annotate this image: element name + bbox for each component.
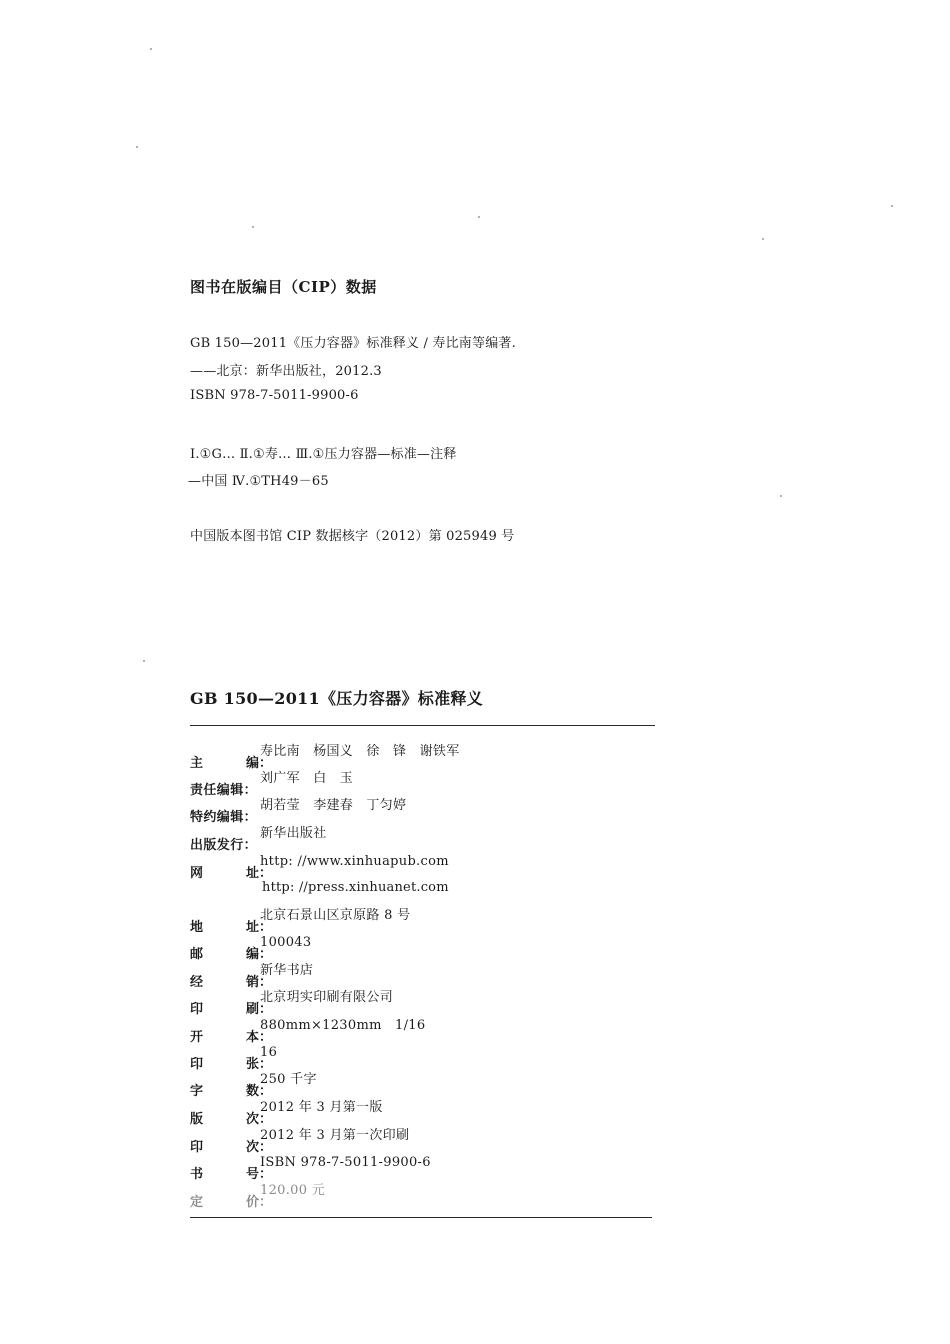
- cip-classification-line-2: —中国 Ⅳ.①TH49－65: [188, 474, 329, 489]
- cip-record-number: 中国版本图书馆 CIP 数据核字（2012）第 025949 号: [190, 529, 515, 544]
- printer-value: 北京玥实印刷有限公司: [260, 990, 394, 1005]
- row-word-count: 字 数： 250 千字: [190, 1072, 317, 1099]
- row-website: 网 址： http: //www.xinhuapub.com: [190, 854, 449, 881]
- row-price: 定 价： 120.00 元: [190, 1183, 326, 1210]
- distributor-value: 新华书店: [260, 963, 314, 978]
- website-value-2: http: //press.xinhuanet.com: [262, 880, 449, 895]
- isbn-value: ISBN 978-7-5011-9900-6: [260, 1155, 431, 1170]
- cip-classification-line: Ⅰ.①G… Ⅱ.①寿… Ⅲ.①压力容器—标准—注释: [190, 447, 457, 462]
- price-value: 120.00 元: [260, 1183, 326, 1198]
- postcode-value: 100043: [260, 935, 312, 950]
- row-address: 地 址： 北京石景山区京原路 8 号: [190, 908, 411, 935]
- publisher-value: 新华出版社: [260, 826, 327, 841]
- scan-speck: [136, 146, 138, 148]
- cip-title-line: GB 150—2011《压力容器》标准释义 / 寿比南等编著.: [190, 336, 516, 351]
- special-editors-value: 胡若莹 李建春 丁匀婷: [260, 798, 407, 813]
- row-publisher: 出版发行： 新华出版社: [190, 826, 327, 853]
- cip-heading: 图书在版编目（CIP）数据: [190, 278, 377, 296]
- row-printing: 印 次： 2012 年 3 月第一次印刷: [190, 1128, 410, 1155]
- row-isbn: 书 号： ISBN 978-7-5011-9900-6: [190, 1155, 431, 1182]
- website-value: http: //www.xinhuapub.com: [260, 854, 449, 869]
- row-printer: 印 刷： 北京玥实印刷有限公司: [190, 990, 394, 1017]
- scan-speck: [150, 48, 152, 50]
- row-postcode: 邮 编： 100043: [190, 935, 312, 962]
- row-distributor: 经 销： 新华书店: [190, 963, 314, 990]
- scan-speck: [891, 205, 893, 207]
- scan-speck: [780, 495, 782, 497]
- scan-speck: [143, 660, 145, 662]
- scan-speck: [762, 238, 764, 240]
- row-format: 开 本： 880mm×1230mm 1/16: [190, 1018, 426, 1045]
- cip-isbn-line: ISBN 978-7-5011-9900-6: [190, 388, 359, 403]
- responsible-editor-value: 刘广军 白 玉: [260, 771, 354, 786]
- book-title: GB 150—2011《压力容器》标准释义: [190, 689, 483, 708]
- address-value: 北京石景山区京原路 8 号: [260, 908, 411, 923]
- divider-bottom: [190, 1217, 652, 1218]
- cip-publisher-line: ——北京：新华出版社，2012.3: [190, 364, 382, 379]
- row-sheets: 印 张： 16: [190, 1045, 278, 1072]
- row-special-editors: 特约编辑： 胡若莹 李建春 丁匀婷: [190, 798, 407, 825]
- printing-value: 2012 年 3 月第一次印刷: [260, 1128, 410, 1143]
- scan-speck: [252, 226, 254, 228]
- row-responsible-editor: 责任编辑： 刘广军 白 玉: [190, 771, 354, 798]
- scan-speck: [478, 216, 480, 218]
- divider-top: [190, 725, 655, 726]
- edition-value: 2012 年 3 月第一版: [260, 1100, 383, 1115]
- row-chief-editors: 主 编： 寿比南 杨国义 徐 锋 谢铁军: [190, 744, 460, 771]
- row-edition: 版 次： 2012 年 3 月第一版: [190, 1100, 383, 1127]
- chief-editors-value: 寿比南 杨国义 徐 锋 谢铁军: [260, 744, 460, 759]
- sheets-value: 16: [260, 1045, 278, 1060]
- word-count-value: 250 千字: [260, 1072, 317, 1087]
- format-value: 880mm×1230mm 1/16: [260, 1018, 426, 1033]
